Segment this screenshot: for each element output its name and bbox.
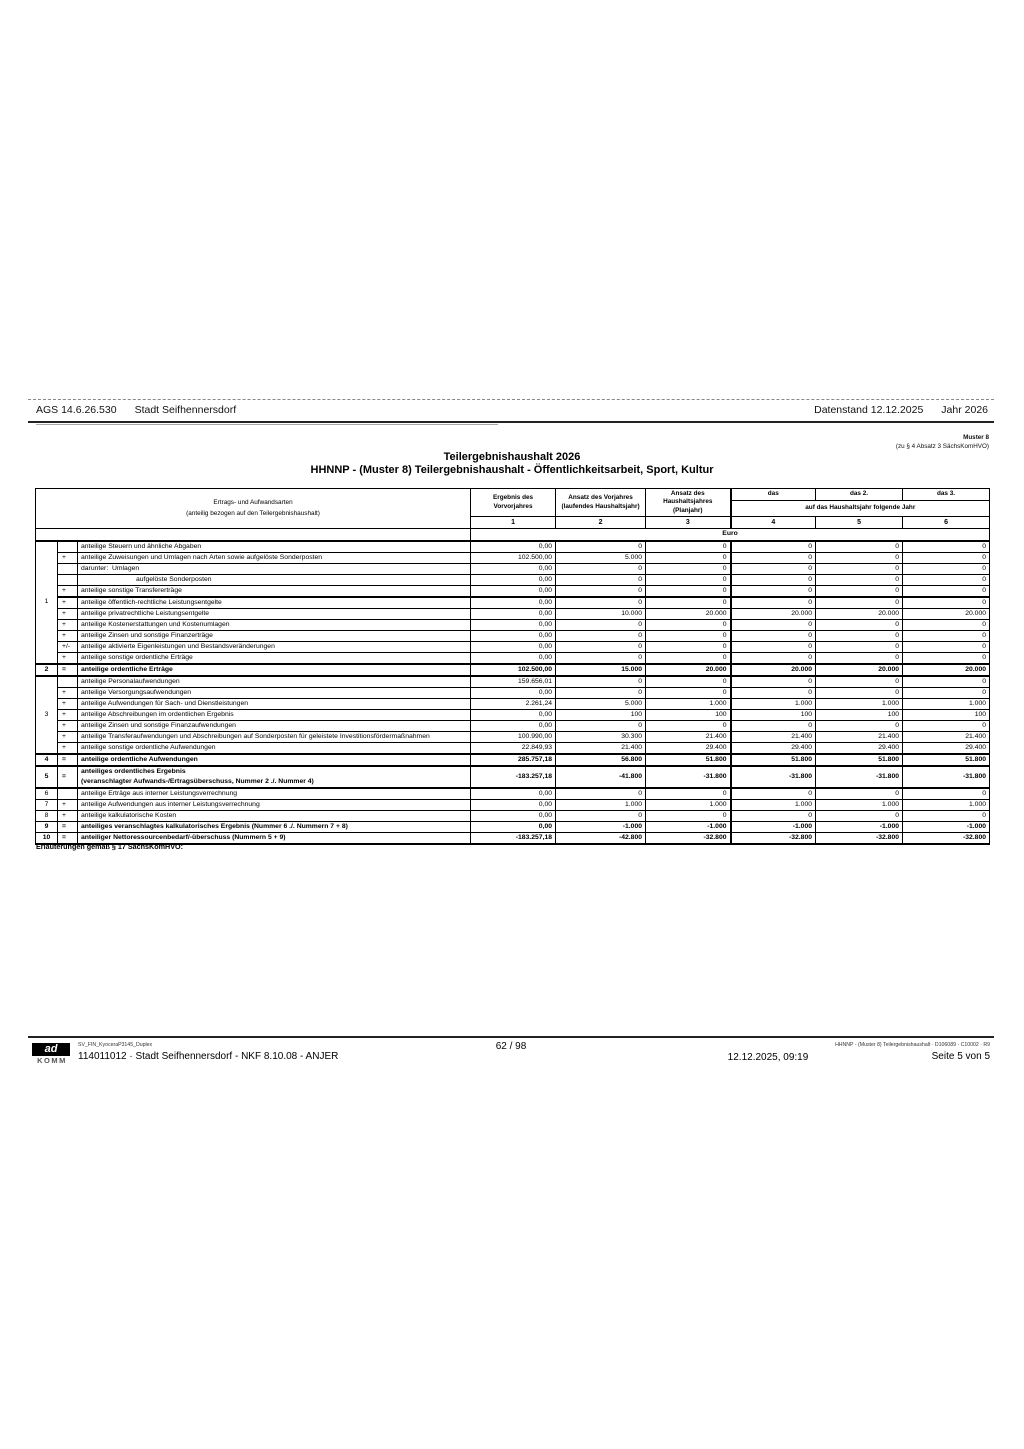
label-header-line1: Ertrags- und Aufwandsarten <box>213 499 293 507</box>
cell-col6: 0 <box>903 585 990 597</box>
row-label: anteilige Erträge aus interner Leistungsverrechnung <box>78 788 471 800</box>
cell-col3: 1.000 <box>646 698 731 709</box>
table-row <box>36 585 990 597</box>
cell-col5: 0 <box>816 676 903 688</box>
cell-col5: 0 <box>816 597 903 609</box>
row-sign: = <box>58 754 78 766</box>
cell-col4: 20.000 <box>731 608 816 619</box>
cell-col2: 21.400 <box>556 742 646 754</box>
cell-col2: 1.000 <box>556 799 646 810</box>
cell-col5: 0 <box>816 585 903 597</box>
cell-col1: 0,00 <box>471 574 556 585</box>
cell-col1: 0,00 <box>471 541 556 553</box>
row-sign: + <box>58 608 78 619</box>
cell-col4: 51.800 <box>731 754 816 766</box>
ags-code: AGS 14.6.26.530 <box>36 404 117 416</box>
cell-col4: 0 <box>731 720 816 731</box>
row-label: aufgelöste Sonderposten <box>78 574 471 585</box>
cell-col2: 0 <box>556 574 646 585</box>
cell-col5: 1.000 <box>816 698 903 709</box>
cell-col6: 0 <box>903 652 990 664</box>
col-header-2: Ansatz des Vorjahres (laufendes Haushaltsjahr) <box>556 489 646 517</box>
cell-col4: 0 <box>731 788 816 800</box>
row-sign <box>58 676 78 688</box>
table-row <box>36 597 990 609</box>
cell-col5: 51.800 <box>816 754 903 766</box>
cell-col2: 0 <box>556 563 646 574</box>
row-sign: = <box>58 766 78 788</box>
cell-col6: 0 <box>903 687 990 698</box>
following-years-header: auf das Haushaltsjahr folgende Jahr <box>731 501 990 517</box>
row-sign: + <box>58 799 78 810</box>
cell-col4: 21.400 <box>731 731 816 742</box>
page-header-right <box>814 404 988 416</box>
row-sign: = <box>58 821 78 832</box>
row-sign: + <box>58 742 78 754</box>
cell-col3: 0 <box>646 641 731 652</box>
row-sign: + <box>58 687 78 698</box>
row-label: anteilige ordentliche Aufwendungen <box>78 754 471 766</box>
cell-col1: 0,00 <box>471 821 556 832</box>
top-dashed-separator <box>28 399 994 400</box>
row-sign: + <box>58 619 78 630</box>
cell-col3: 0 <box>646 563 731 574</box>
cell-col1: 285.757,18 <box>471 754 556 766</box>
cell-col6: -32.800 <box>903 832 990 844</box>
table-row <box>36 720 990 731</box>
cell-col3: 1.000 <box>646 799 731 810</box>
col-number-1: 1 <box>471 517 556 529</box>
table-row <box>36 810 990 821</box>
cell-col2: 56.800 <box>556 754 646 766</box>
col-number-6: 6 <box>903 517 990 529</box>
cell-col3: 0 <box>646 552 731 563</box>
header-rule <box>28 421 994 423</box>
row-sign: + <box>58 552 78 563</box>
table-row <box>36 821 990 832</box>
cell-col5: 100 <box>816 709 903 720</box>
cell-col1: -183.257,18 <box>471 766 556 788</box>
cell-col1: -183.257,18 <box>471 832 556 844</box>
table-row <box>36 552 990 563</box>
cell-col6: 0 <box>903 720 990 731</box>
cell-col5: 0 <box>816 541 903 553</box>
row-label: anteilige Abschreibungen im ordentlichen Ergebnis <box>78 709 471 720</box>
page-header-left <box>36 404 236 416</box>
row-label: anteilige öffentlich-rechtliche Leistungsentgelte <box>78 597 471 609</box>
cell-col5: 0 <box>816 687 903 698</box>
row-number: 9 <box>36 821 58 832</box>
row-sign: = <box>58 664 78 676</box>
cell-col6: 20.000 <box>903 608 990 619</box>
cell-col4: 20.000 <box>731 664 816 676</box>
cell-col1: 102.500,00 <box>471 552 556 563</box>
table-row <box>36 754 990 766</box>
printer-info: SV_FIN_KyoceraP3145_Duplex <box>78 1042 153 1048</box>
table-row <box>36 563 990 574</box>
cell-col6: 1.000 <box>903 698 990 709</box>
cell-col5: -32.800 <box>816 832 903 844</box>
cell-col2: 0 <box>556 597 646 609</box>
table-row <box>36 652 990 664</box>
cell-col6: 51.800 <box>903 754 990 766</box>
title-main: Teilergebnishaushalt 2026 <box>443 451 581 463</box>
cell-col1: 0,00 <box>471 709 556 720</box>
row-number: 10 <box>36 832 58 844</box>
cell-col3: 0 <box>646 630 731 641</box>
table-row <box>36 541 990 553</box>
cell-col2: 5.000 <box>556 552 646 563</box>
cell-col3: -32.800 <box>646 832 731 844</box>
table-row <box>36 608 990 619</box>
cell-col4: 0 <box>731 597 816 609</box>
empty-header-cell <box>36 529 471 541</box>
page-fraction: 62 / 98 <box>495 1041 527 1052</box>
row-label: anteilige Zinsen und sonstige Finanzerträge <box>78 630 471 641</box>
table-row <box>36 641 990 652</box>
cell-col5: 0 <box>816 810 903 821</box>
cell-col2: 15.000 <box>556 664 646 676</box>
row-label: anteilige sonstige ordentliche Erträge <box>78 652 471 664</box>
cell-col2: 100 <box>556 709 646 720</box>
cell-col2: 0 <box>556 687 646 698</box>
row-sign <box>58 574 78 585</box>
cell-col1: 0,00 <box>471 585 556 597</box>
row-number: 1 <box>36 541 58 664</box>
cell-col2: 0 <box>556 585 646 597</box>
cell-col5: 0 <box>816 563 903 574</box>
cell-col6: 0 <box>903 641 990 652</box>
cell-col4: 0 <box>731 552 816 563</box>
cell-col5: -1.000 <box>816 821 903 832</box>
label-column-header <box>36 489 471 529</box>
cell-col1: 0,00 <box>471 799 556 810</box>
row-sign: + <box>58 731 78 742</box>
row-sign <box>58 788 78 800</box>
cell-col4: 0 <box>731 652 816 664</box>
cell-col4: 1.000 <box>731 799 816 810</box>
cell-col6: 0 <box>903 563 990 574</box>
cell-col2: 0 <box>556 788 646 800</box>
cell-col4: 0 <box>731 619 816 630</box>
cell-col3: 51.800 <box>646 754 731 766</box>
cell-col3: 0 <box>646 676 731 688</box>
cell-col2: -42.800 <box>556 832 646 844</box>
cell-col1: 0,00 <box>471 608 556 619</box>
cell-col4: -32.800 <box>731 832 816 844</box>
table-row <box>36 766 990 788</box>
table-row <box>36 709 990 720</box>
muster-label: Muster 8 <box>963 434 989 441</box>
cell-col4: 100 <box>731 709 816 720</box>
cell-col4: 29.400 <box>731 742 816 754</box>
cell-col5: 1.000 <box>816 799 903 810</box>
row-sign: + <box>58 585 78 597</box>
row-sign: + <box>58 630 78 641</box>
cell-col6: 20.000 <box>903 664 990 676</box>
cell-col3: 0 <box>646 810 731 821</box>
row-label: anteilige Versorgungsaufwendungen <box>78 687 471 698</box>
row-sign: + <box>58 698 78 709</box>
row-label: anteilige ordentliche Erträge <box>78 664 471 676</box>
cell-col1: 0,00 <box>471 652 556 664</box>
col-number-5: 5 <box>816 517 903 529</box>
row-sign: + <box>58 597 78 609</box>
cell-col4: 0 <box>731 687 816 698</box>
cell-col3: 0 <box>646 574 731 585</box>
row-label: anteilige Transferaufwendungen und Abschreibungen auf Sonderposten für geleistete Investitionsfördermaßnahmen <box>78 731 471 742</box>
cell-col4: -31.800 <box>731 766 816 788</box>
budget-table-wrap <box>35 488 990 845</box>
row-label: anteilige privatrechtliche Leistungsentgelte <box>78 608 471 619</box>
cell-col5: 0 <box>816 652 903 664</box>
cell-col3: 0 <box>646 585 731 597</box>
cell-col6: 0 <box>903 810 990 821</box>
cell-col1: 0,00 <box>471 630 556 641</box>
table-row <box>36 619 990 630</box>
cell-col2: -1.000 <box>556 821 646 832</box>
col-number-3: 3 <box>646 517 731 529</box>
cell-col5: 0 <box>816 788 903 800</box>
row-sign: = <box>58 832 78 844</box>
row-label: anteilige Personalaufwendungen <box>78 676 471 688</box>
currency-header: Euro <box>471 529 990 541</box>
col-header-1: Ergebnis des Vorvorjahres <box>471 489 556 517</box>
cell-col4: 0 <box>731 641 816 652</box>
table-row <box>36 664 990 676</box>
cell-col5: 0 <box>816 630 903 641</box>
cell-col5: 29.400 <box>816 742 903 754</box>
row-number: 6 <box>36 788 58 800</box>
col-header-3: Ansatz des Haushaltsjahres (Planjahr) <box>646 489 731 517</box>
budget-table-head <box>36 489 990 541</box>
table-row <box>36 731 990 742</box>
page-header <box>36 404 988 416</box>
row-label: anteilige sonstige ordentliche Aufwendungen <box>78 742 471 754</box>
col-header-5: das 2. <box>816 489 903 501</box>
cell-col6: 0 <box>903 574 990 585</box>
cell-col2: 5.000 <box>556 698 646 709</box>
cell-col6: 0 <box>903 597 990 609</box>
cell-col2: -41.800 <box>556 766 646 788</box>
cell-col2: 30.300 <box>556 731 646 742</box>
cell-col6: 0 <box>903 619 990 630</box>
row-label: anteilige Zinsen und sonstige Finanzaufwendungen <box>78 720 471 731</box>
cell-col3: 0 <box>646 652 731 664</box>
cell-col4: -1.000 <box>731 821 816 832</box>
header-row-4 <box>36 529 990 541</box>
cell-col2: 0 <box>556 541 646 553</box>
table-row <box>36 676 990 688</box>
adkomm-logo-box: ad <box>32 1043 70 1056</box>
cell-col1: 0,00 <box>471 687 556 698</box>
cell-col1: 0,00 <box>471 619 556 630</box>
erlaeuterungen-label: Erläuterungen gemäß § 17 SächsKomHVO: <box>36 842 183 851</box>
col-number-2: 2 <box>556 517 646 529</box>
table-row <box>36 698 990 709</box>
cell-col1: 0,00 <box>471 810 556 821</box>
cell-col6: 21.400 <box>903 731 990 742</box>
col-header-4: das <box>731 489 816 501</box>
datenstand: Datenstand 12.12.2025 <box>814 404 924 416</box>
cell-col4: 0 <box>731 676 816 688</box>
col-number-4: 4 <box>731 517 816 529</box>
cell-col5: 0 <box>816 574 903 585</box>
table-row <box>36 574 990 585</box>
cell-col2: 10.000 <box>556 608 646 619</box>
cell-col1: 0,00 <box>471 788 556 800</box>
row-label: anteilige Kostenerstattungen und Kostenumlagen <box>78 619 471 630</box>
page-label: Seite 5 von 5 <box>931 1051 990 1062</box>
row-sign <box>58 563 78 574</box>
footer-datetime: 12.12.2025, 09:19 <box>727 1052 809 1063</box>
cell-col1: 100.990,00 <box>471 731 556 742</box>
cell-col3: 0 <box>646 720 731 731</box>
row-label: anteilige Aufwendungen für Sach- und Dienstleistungen <box>78 698 471 709</box>
cell-col3: -31.800 <box>646 766 731 788</box>
cell-col3: 0 <box>646 788 731 800</box>
cell-col3: 21.400 <box>646 731 731 742</box>
table-row <box>36 687 990 698</box>
row-label: anteiliges veranschlagtes kalkulatorisches Ergebnis (Nummer 6 ./. Nummern 7 + 8) <box>78 821 471 832</box>
table-row <box>36 788 990 800</box>
row-sign: + <box>58 720 78 731</box>
cell-col2: 0 <box>556 619 646 630</box>
row-sign: + <box>58 810 78 821</box>
row-number: 7 <box>36 799 58 810</box>
row-label: darunter: Umlagen <box>78 563 471 574</box>
cell-col1: 0,00 <box>471 641 556 652</box>
cell-col4: 1.000 <box>731 698 816 709</box>
row-label: anteilige Aufwendungen aus interner Leistungsverrechnung <box>78 799 471 810</box>
table-row <box>36 799 990 810</box>
row-label: anteilige aktivierte Eigenleistungen und Bestandsveränderungen <box>78 641 471 652</box>
cell-col5: 21.400 <box>816 731 903 742</box>
cell-col1: 102.500,00 <box>471 664 556 676</box>
cell-col5: 20.000 <box>816 664 903 676</box>
row-label: anteilige Zuweisungen und Umlagen nach Arten sowie aufgelöste Sonderposten <box>78 552 471 563</box>
cell-col4: 0 <box>731 541 816 553</box>
cell-col1: 159.656,01 <box>471 676 556 688</box>
cell-col5: -31.800 <box>816 766 903 788</box>
cell-col6: 0 <box>903 630 990 641</box>
cell-col5: 0 <box>816 720 903 731</box>
cell-col4: 0 <box>731 810 816 821</box>
cell-col4: 0 <box>731 630 816 641</box>
cell-col2: 0 <box>556 676 646 688</box>
table-row <box>36 630 990 641</box>
cell-col3: 0 <box>646 597 731 609</box>
adkomm-logo-text: KOMM <box>37 1056 67 1065</box>
cell-col6: 100 <box>903 709 990 720</box>
cell-col3: 0 <box>646 619 731 630</box>
cell-col3: 0 <box>646 687 731 698</box>
header-row-1 <box>36 489 990 501</box>
muster-paragraph-ref: (zu § 4 Absatz 3 SächsKomHVO) <box>895 443 989 451</box>
title-sub: HHNNP - (Muster 8) Teilergebnishaushalt - Öffentlichkeitsarbeit, Sport, Kultur <box>310 463 714 476</box>
cell-col2: 0 <box>556 630 646 641</box>
header-subrule <box>36 424 498 425</box>
row-number: 5 <box>36 766 58 788</box>
cell-col1: 0,00 <box>471 563 556 574</box>
cell-col4: 0 <box>731 574 816 585</box>
cell-col2: 0 <box>556 652 646 664</box>
document-titles <box>0 451 1024 476</box>
cell-col6: 29.400 <box>903 742 990 754</box>
cell-col1: 22.849,93 <box>471 742 556 754</box>
row-label: anteilige sonstige Transfererträge <box>78 585 471 597</box>
cell-col2: 0 <box>556 641 646 652</box>
cell-col5: 0 <box>816 619 903 630</box>
jahr: Jahr 2026 <box>941 404 988 416</box>
cell-col4: 0 <box>731 563 816 574</box>
row-sign: + <box>58 709 78 720</box>
row-label: anteilige kalkulatorische Kosten <box>78 810 471 821</box>
table-row <box>36 742 990 754</box>
cell-col3: 100 <box>646 709 731 720</box>
cell-col5: 0 <box>816 552 903 563</box>
cell-col1: 2.261,24 <box>471 698 556 709</box>
cell-col6: 0 <box>903 552 990 563</box>
row-sign: +/- <box>58 641 78 652</box>
row-label: anteiliger Nettoressourcenbedarf/-überschuss (Nummern 5 + 9) <box>78 832 471 844</box>
cell-col3: 0 <box>646 541 731 553</box>
cell-col6: 1.000 <box>903 799 990 810</box>
cell-col1: 0,00 <box>471 720 556 731</box>
col-header-6: das 3. <box>903 489 990 501</box>
cell-col3: 20.000 <box>646 664 731 676</box>
cell-col6: 0 <box>903 676 990 688</box>
cell-col6: 0 <box>903 788 990 800</box>
budget-table-body <box>36 541 990 844</box>
system-line: 114011012 · Stadt Seifhennersdorf - NKF 8.10.08 - ANJER <box>78 1051 339 1062</box>
cell-col2: 0 <box>556 720 646 731</box>
budget-table <box>35 488 990 845</box>
row-number: 3 <box>36 676 58 754</box>
row-number: 4 <box>36 754 58 766</box>
cell-col2: 0 <box>556 810 646 821</box>
row-sign <box>58 541 78 553</box>
cell-col5: 0 <box>816 641 903 652</box>
cell-col6: -1.000 <box>903 821 990 832</box>
entity-name: Stadt Seifhennersdorf <box>134 404 237 416</box>
row-label: anteilige Steuern und ähnliche Abgaben <box>78 541 471 553</box>
doc-ref: HHNNP - (Muster 8) Teilergebnishaushalt · D106089 · C10002 · R9 <box>835 1042 990 1048</box>
cell-col4: 0 <box>731 585 816 597</box>
row-number: 8 <box>36 810 58 821</box>
row-sign: + <box>58 652 78 664</box>
cell-col3: -1.000 <box>646 821 731 832</box>
row-label: anteiliges ordentliches Ergebnis (veranschlagter Aufwands-/Ertragsüberschuss, Nummer 2 ./. Nummer 4) <box>78 766 471 788</box>
cell-col5: 20.000 <box>816 608 903 619</box>
cell-col3: 29.400 <box>646 742 731 754</box>
cell-col3: 20.000 <box>646 608 731 619</box>
row-number: 2 <box>36 664 58 676</box>
muster-note <box>896 433 989 451</box>
cell-col1: 0,00 <box>471 597 556 609</box>
cell-col6: 0 <box>903 541 990 553</box>
page-footer <box>28 1036 994 1070</box>
cell-col6: -31.800 <box>903 766 990 788</box>
label-header-line2: (anteilig bezogen auf den Teilergebnishaushalt) <box>186 509 320 517</box>
